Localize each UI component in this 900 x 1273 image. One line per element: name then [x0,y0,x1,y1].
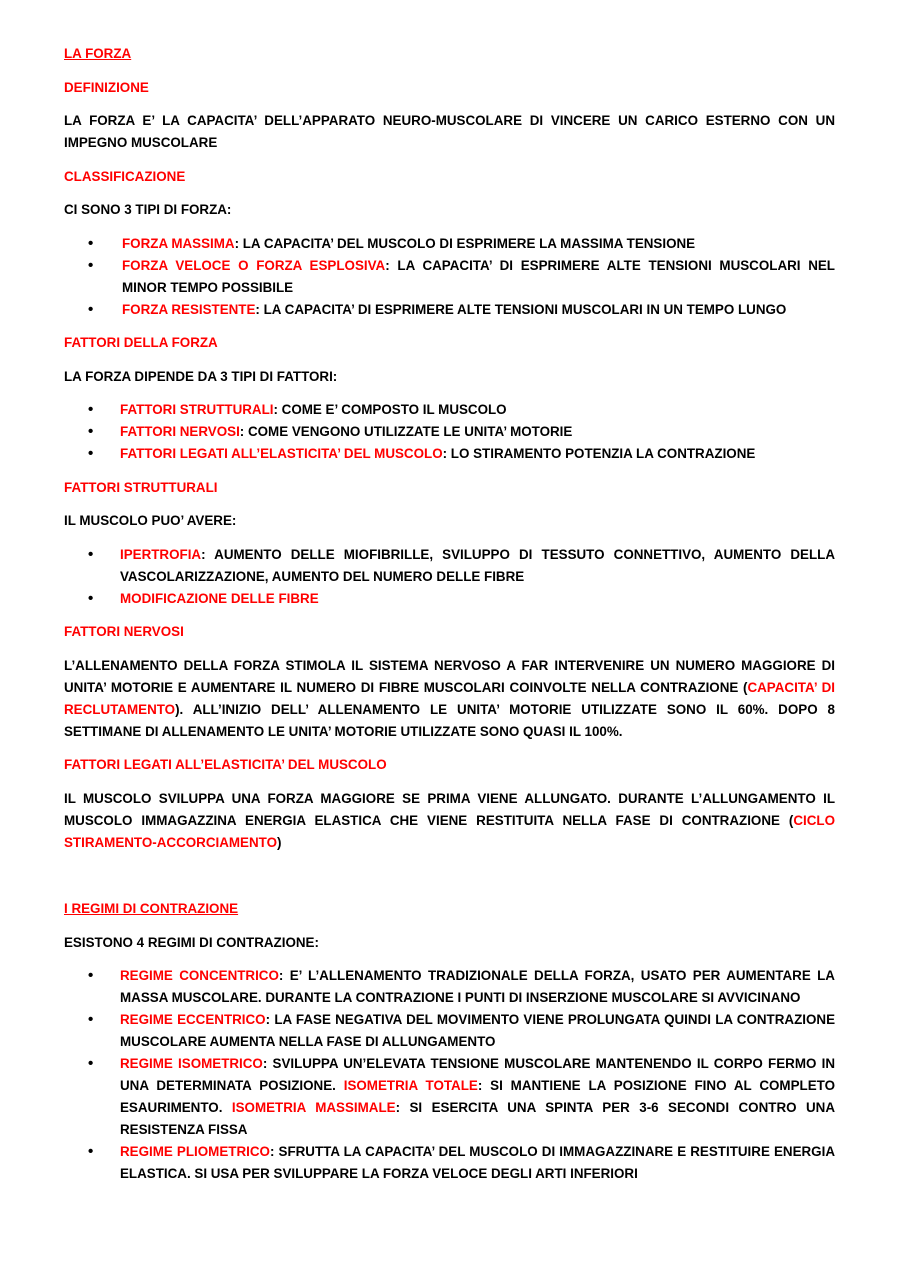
list-item: • REGIME PLIOMETRICO: SFRUTTA LA CAPACITA’ DEL MUSCOLO DI IMMAGAZZINARE E RESTITUIRE ENERGIA ELASTICA. SI USA PER SVILUPPARE LA FORZA VELOCE DEGLI ARTI INFERIORI [64,1141,835,1185]
list-item: • FORZA RESISTENTE: LA CAPACITA’ DI ESPRIMERE ALTE TENSIONI MUSCOLARI IN UN TEMPO LUNGO [64,299,835,321]
section-heading-elasticita: FATTORI LEGATI ALL’ELASTICITA’ DEL MUSCOLO [64,757,387,772]
list-item: • FORZA VELOCE O FORZA ESPLOSIVA: LA CAPACITA’ DI ESPRIMERE ALTE TENSIONI MUSCOLARI NEL MINOR TEMPO POSSIBILE [64,255,835,299]
list-item: • REGIME CONCENTRICO: E’ L’ALLENAMENTO TRADIZIONALE DELLA FORZA, USATO PER AUMENTARE LA MASSA MUSCOLARE. DURANTE LA CONTRAZIONE I PUNTI DI INSERZIONE MUSCOLARE SI AVVICINANO [64,965,835,1009]
list-item: • FATTORI NERVOSI: COME VENGONO UTILIZZATE LE UNITA’ MOTORIE [64,421,835,443]
section-heading-classificazione: CLASSIFICAZIONE [64,168,186,184]
regimes-intro: ESISTONO 4 REGIMI DI CONTRAZIONE: [64,934,319,950]
definition-text: LA FORZA E’ LA CAPACITA’ DELL’APPARATO NEURO-MUSCOLARE DI VINCERE UN CARICO ESTERNO CON UN IMPEGNO MUSCOLARE [64,113,835,150]
list-item: • REGIME ISOMETRICO: SVILUPPA UN’ELEVATA TENSIONE MUSCOLARE MANTENENDO IL CORPO FERMO IN UNA DETERMINATA POSIZIONE. ISOMETRIA TOTALE: SI MANTIENE LA POSIZIONE FINO AL COMPLETO ESAURIMENTO. ISOMETRIA MASSIMALE: SI ESERCITA UNA SPINTA PER 3-6 SECONDI CONTRO UNA RESISTENZA FISSA [64,1053,835,1141]
section-heading-fattori: FATTORI DELLA FORZA [64,335,218,350]
classification-intro: CI SONO 3 TIPI DI FORZA: [64,202,232,217]
list-item: • REGIME ECCENTRICO: LA FASE NEGATIVA DEL MOVIMENTO VIENE PROLUNGATA QUINDI LA CONTRAZIONE MUSCOLARE AUMENTA NELLA FASE DI ALLUNGAMENTO [64,1009,835,1053]
spacer [64,865,835,898]
list-item: • MODIFICAZIONE DELLE FIBRE [64,588,835,610]
elasticity-paragraph: IL MUSCOLO SVILUPPA UNA FORZA MAGGIORE SE PRIMA VIENE ALLUNGATO. DURANTE L’ALLUNGAMENTO IL MUSCOLO IMMAGAZZINA ENERGIA ELASTICA CHE VIENE RESTITUITA NELLA FASE DI CONTRAZIONE (CICLO STIRAMENTO-ACCORCIAMENTO) [64,790,835,850]
section-heading-strutturali: FATTORI STRUTTURALI [64,479,218,495]
factors-intro: LA FORZA DIPENDE DA 3 TIPI DI FATTORI: [64,368,338,384]
section-heading-definizione: DEFINIZIONE [64,79,149,95]
structural-list [64,544,835,610]
section-heading-nervosi: FATTORI NERVOSI [64,624,184,639]
document-title [64,43,835,65]
structural-intro: IL MUSCOLO PUO’ AVERE: [64,513,237,528]
list-item: • FATTORI LEGATI ALL’ELASTICITA’ DEL MUSCOLO: LO STIRAMENTO POTENZIA LA CONTRAZIONE [64,443,835,465]
nervous-paragraph: L’ALLENAMENTO DELLA FORZA STIMOLA IL SISTEMA NERVOSO A FAR INTERVENIRE UN NUMERO MAGGIORE DI UNITA’ MOTORIE E AUMENTARE IL NUMERO DI FIBRE MUSCOLARI COINVOLTE NELLA CONTRAZIONE (CAPACITA’ DI RECLUTAMENTO). ALL’INIZIO DELL’ ALLENAMENTO LE UNITA’ MOTORIE UTILIZZATE SONO IL 60%. DOPO 8 SETTIMANE DI ALLENAMENTO LE UNITA’ MOTORIE UTILIZZATE SONO QUASI IL 100%. [64,657,835,739]
factors-list [64,399,835,465]
force-types-list [64,233,835,321]
title-text: LA FORZA [64,46,132,61]
list-item: • IPERTROFIA: AUMENTO DELLE MIOFIBRILLE, SVILUPPO DI TESSUTO CONNETTIVO, AUMENTO DELLA VASCOLARIZZAZIONE, AUMENTO DEL NUMERO DELLE FIBRE [64,544,835,588]
section-title-regimi: I REGIMI DI CONTRAZIONE [64,901,239,916]
list-item: • FATTORI STRUTTURALI: COME E’ COMPOSTO IL MUSCOLO [64,399,835,421]
list-item: • FORZA MASSIMA: LA CAPACITA’ DEL MUSCOLO DI ESPRIMERE LA MASSIMA TENSIONE [64,233,835,255]
document-page [64,43,835,1197]
regimes-list [64,965,835,1185]
